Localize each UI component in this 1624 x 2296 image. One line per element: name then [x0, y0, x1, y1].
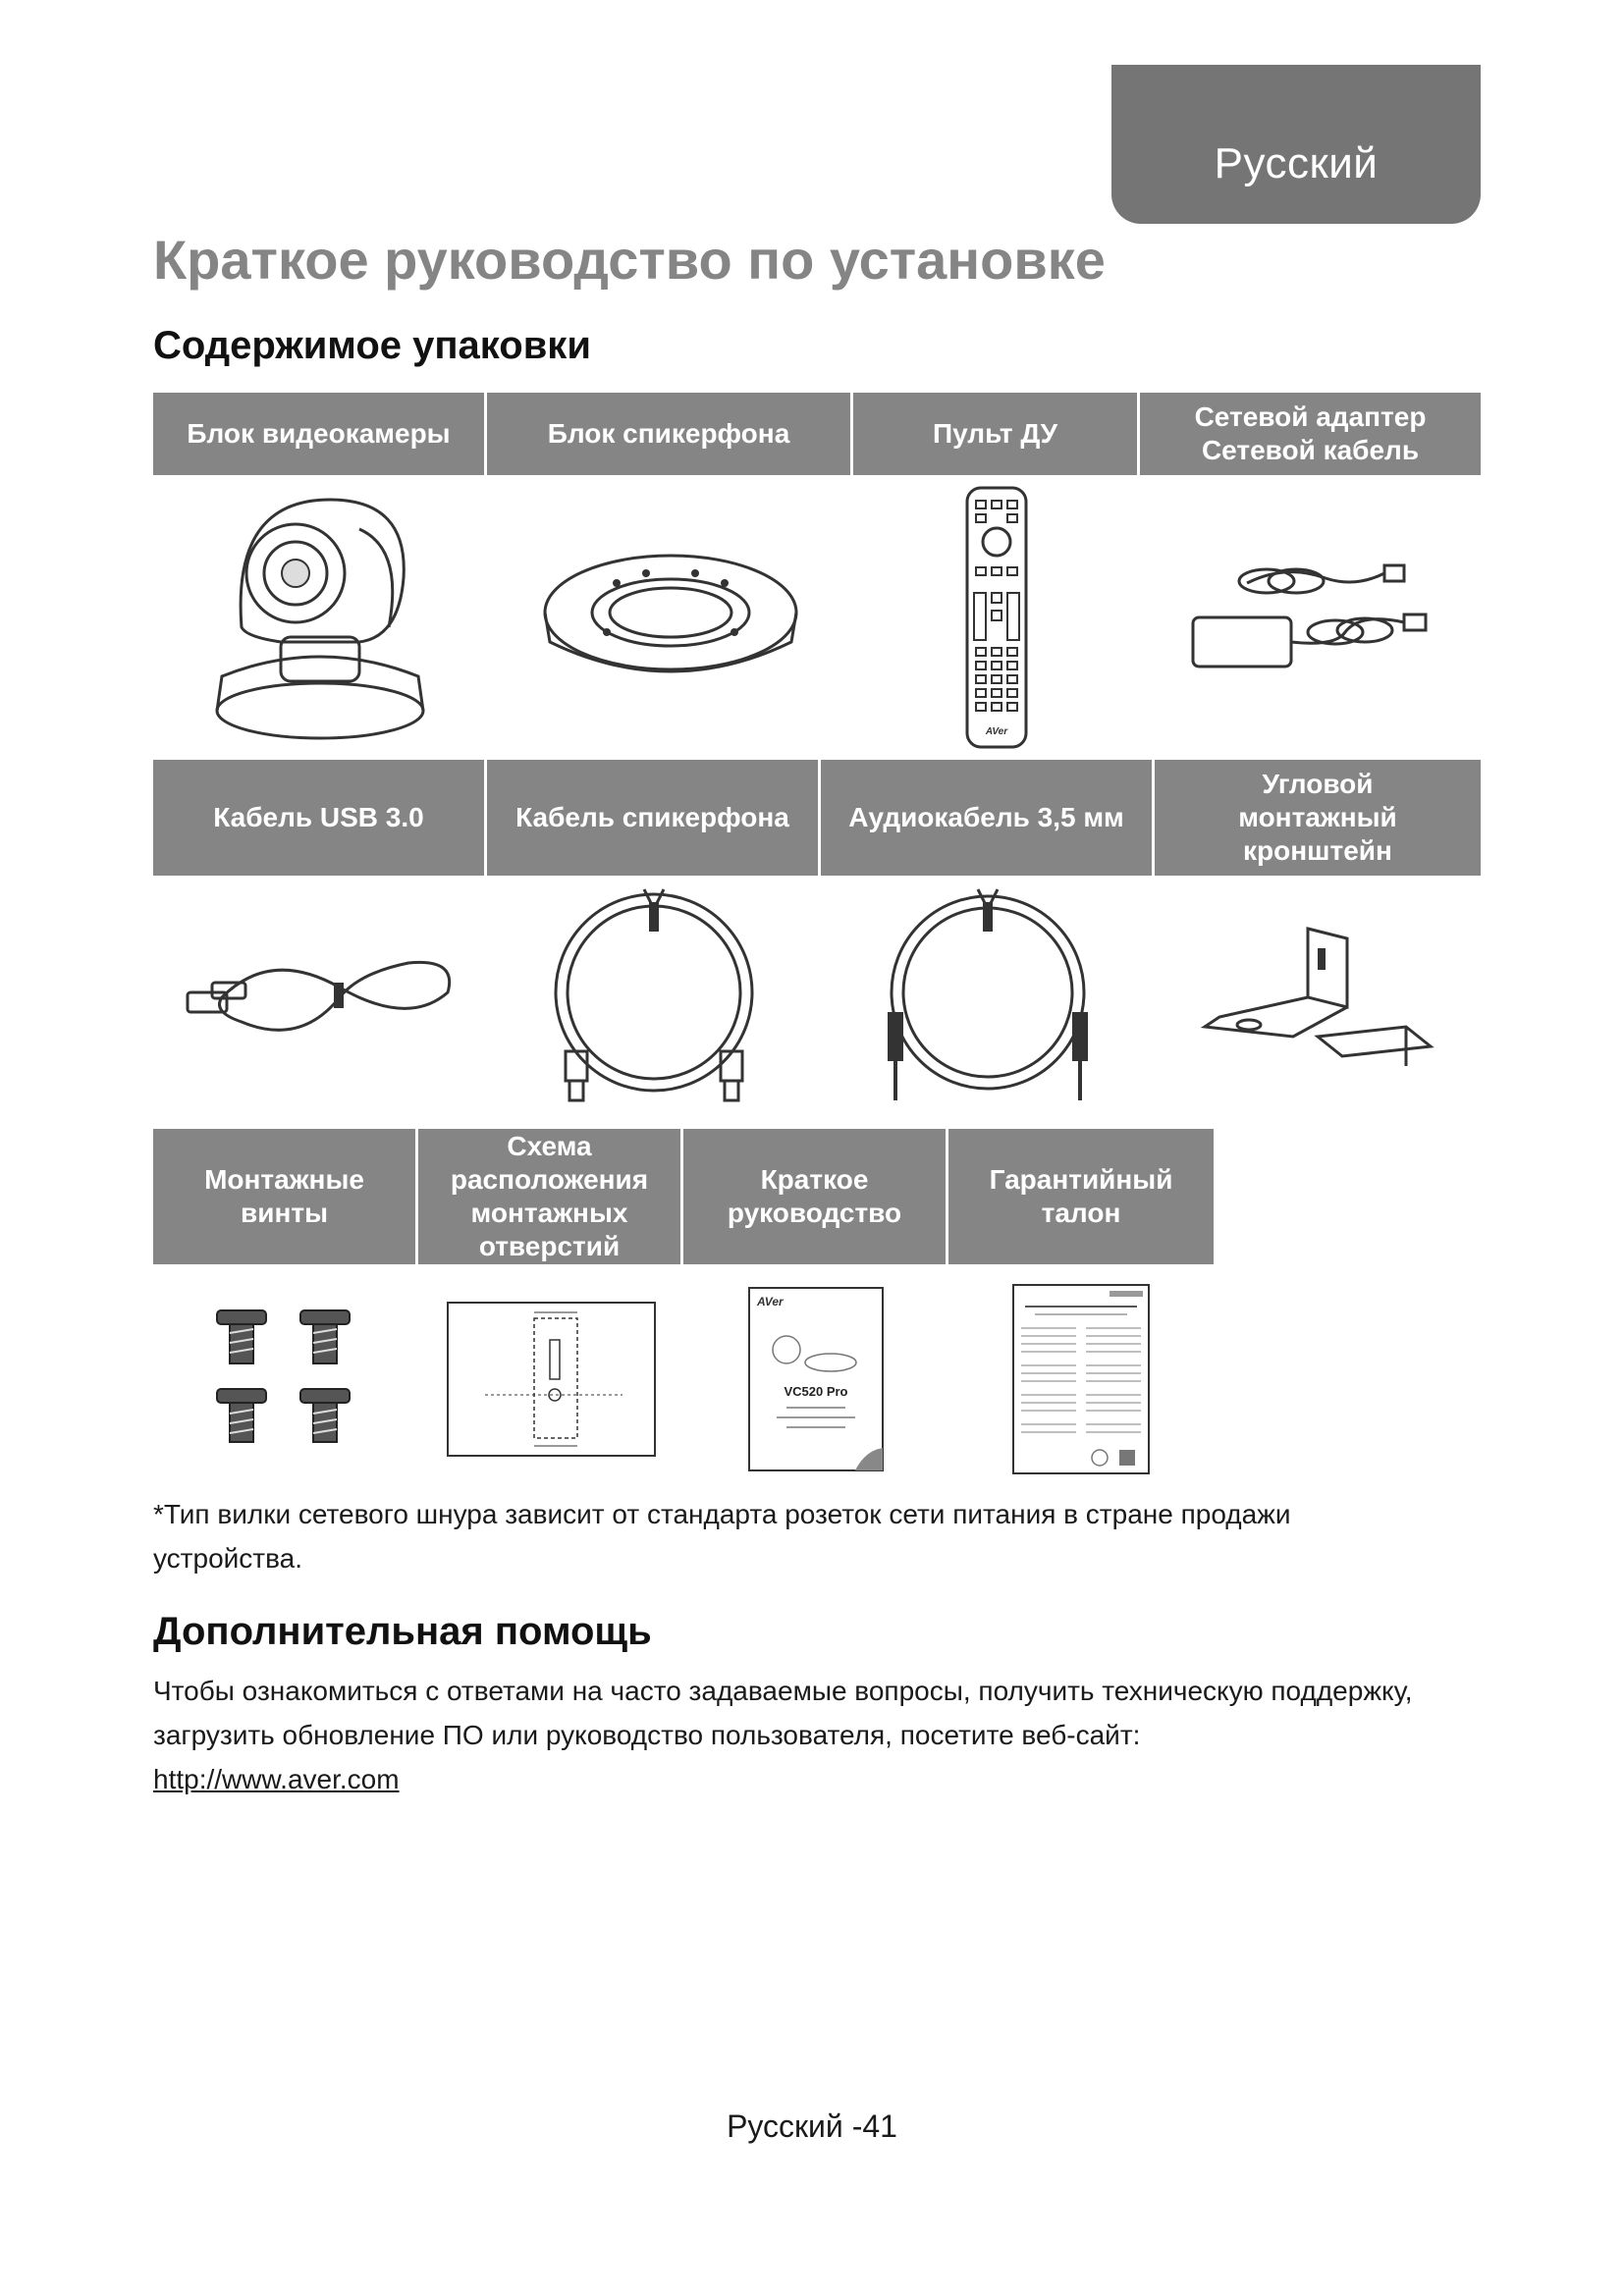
- wall-bracket-image: [1155, 880, 1481, 1115]
- header-power-adapter: Сетевой адаптер Сетевой кабель: [1140, 393, 1481, 475]
- header-mounting-template: Схема расположения монтажных отверстий: [418, 1129, 683, 1264]
- power-adapter-image: [1140, 479, 1481, 756]
- camera-unit-image: [153, 479, 487, 756]
- remote-control-image: [853, 479, 1140, 756]
- audio-cable-image: [821, 880, 1155, 1115]
- guide-model-label: VC520 Pro: [784, 1384, 848, 1399]
- power-plug-note: *Тип вилки сетевого шнура зависит от стандарта розеток сети питания в стране продажи устройства.: [153, 1499, 1291, 1574]
- header-remote-control: Пульт ДУ: [853, 393, 1140, 475]
- aver-website-link[interactable]: http://www.aver.com: [153, 1764, 400, 1794]
- contents-header-row-2: [153, 760, 1481, 876]
- page-title: Краткое руководство по установке: [153, 229, 1106, 291]
- package-contents-heading: Содержимое упаковки: [153, 324, 591, 367]
- warranty-card-image: [948, 1278, 1214, 1480]
- page-footer: Русский -41: [727, 2109, 897, 2144]
- mounting-template-image: [418, 1278, 683, 1480]
- additional-help-text: [153, 1669, 1430, 1801]
- header-wall-bracket: Угловой монтажный кронштейн: [1155, 760, 1481, 876]
- contents-images-row-3: [153, 1278, 1214, 1480]
- speakerphone-cable-image: [487, 880, 821, 1115]
- header-speakerphone-unit: Блок спикерфона: [487, 393, 853, 475]
- speakerphone-unit-image: [487, 479, 853, 756]
- quick-guide-image: [683, 1278, 948, 1480]
- guide-brand-label: AVer: [757, 1295, 784, 1308]
- header-usb-cable: Кабель USB 3.0: [153, 760, 487, 876]
- header-audio-cable: Аудиокабель 3,5 мм: [821, 760, 1155, 876]
- header-mounting-screws: Монтажные винты: [153, 1129, 418, 1264]
- remote-brand-label: AVer: [985, 726, 1008, 737]
- mounting-screws-image: [153, 1278, 418, 1480]
- additional-help-body: Чтобы ознакомиться с ответами на часто задаваемые вопросы, получить техническую поддержку, загрузить обновление ПО или руководство пользователя, посетите веб-сайт:: [153, 1676, 1413, 1750]
- header-speakerphone-cable: Кабель спикерфона: [487, 760, 821, 876]
- header-camera-unit: Блок видеокамеры: [153, 393, 487, 475]
- contents-images-row-1: [153, 479, 1481, 756]
- usb-cable-image: [153, 880, 487, 1115]
- additional-help-heading: Дополнительная помощь: [153, 1610, 652, 1653]
- contents-header-row-3: [153, 1129, 1214, 1264]
- header-warranty-card: Гарантийный талон: [948, 1129, 1214, 1264]
- language-tab: Русский: [1111, 65, 1481, 224]
- contents-header-row-1: [153, 393, 1481, 475]
- header-quick-guide: Краткое руководство: [683, 1129, 948, 1264]
- contents-images-row-2: [153, 880, 1481, 1115]
